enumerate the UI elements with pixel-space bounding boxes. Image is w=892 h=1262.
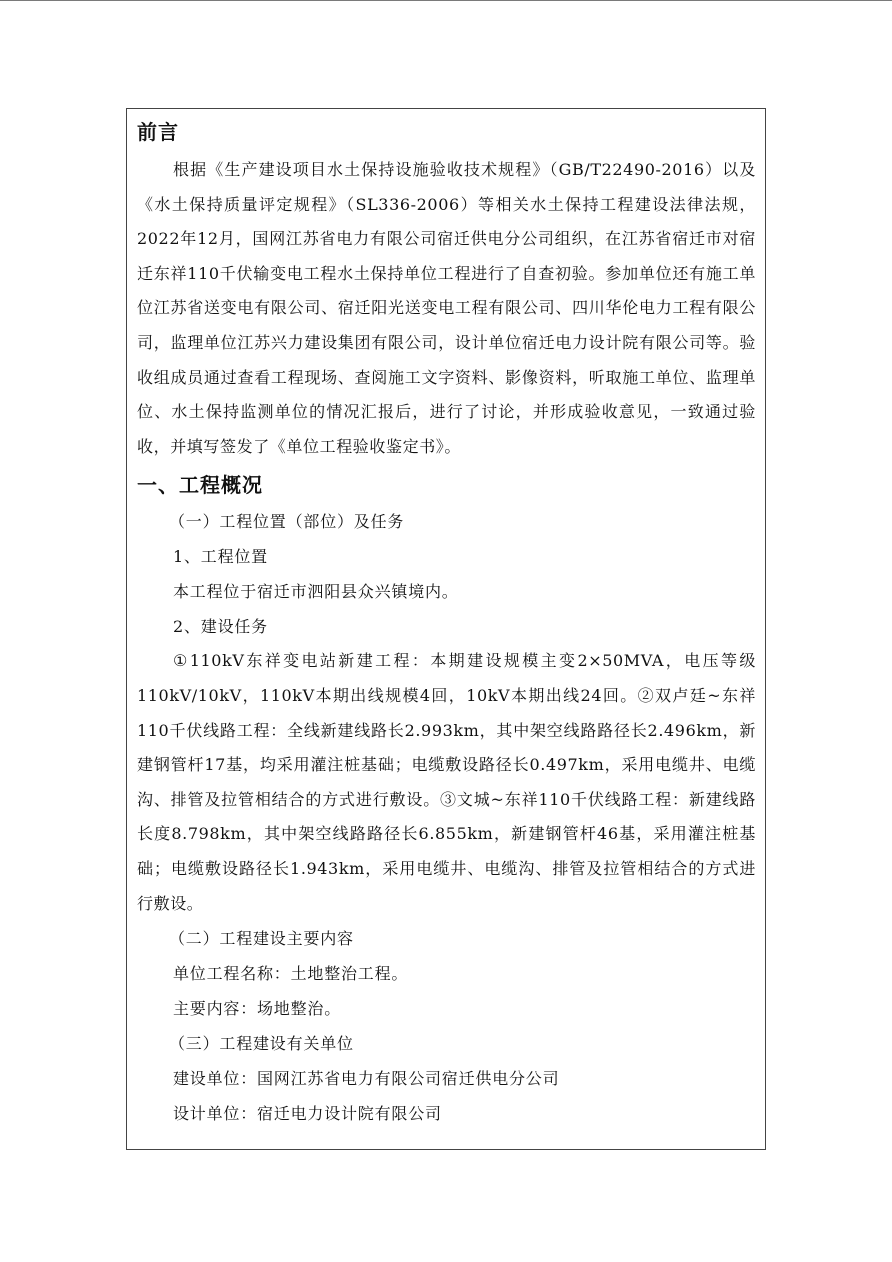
section-1-heading: 一、工程概况 bbox=[137, 473, 263, 498]
item-2-heading: 2、建设任务 bbox=[173, 617, 268, 637]
main-content: 主要内容：场地整治。 bbox=[173, 999, 342, 1019]
design-unit: 设计单位：宿迁电力设计院有限公司 bbox=[173, 1104, 442, 1124]
subsection-1-heading: （一）工程位置（部位）及任务 bbox=[169, 512, 405, 532]
item-1-heading: 1、工程位置 bbox=[173, 547, 268, 567]
item-1-text: 本工程位于宿迁市泗阳县众兴镇境内。 bbox=[173, 582, 459, 602]
construction-unit: 建设单位：国网江苏省电力有限公司宿迁供电分公司 bbox=[173, 1069, 560, 1089]
subsection-2-heading: （二）工程建设主要内容 bbox=[169, 929, 354, 949]
preface-paragraph: 根据《生产建设项目水土保持设施验收技术规程》（GB/T22490-2016）以及《水土保持质量评定规程》（SL336-2006）等相关水土保持工程建设法律法规，2022年12月，国网江苏省电力有限公司宿迁供电分公司组织，在江苏省宿迁市对宿迁东祥110千伏输变电工程水土保持单位工程进行了自查初验。参加单位还有施工单位江苏省送变电有限公司、宿迁阳光送变电工程有限公司、四川华伦电力工程有限公司，监理单位江苏兴力建设集团有限公司，设计单位宿迁电力设计院有限公司等。验收组成员通过查看工程现场、查阅施工文字资料、影像资料，听取施工单位、监理单位、水土保持监测单位的情况汇报后，进行了讨论，并形成验收意见，一致通过验收，并填写签发了《单位工程验收鉴定书》。 bbox=[137, 160, 756, 456]
preface-heading: 前言 bbox=[137, 120, 179, 144]
subsection-3-heading: （三）工程建设有关单位 bbox=[169, 1034, 354, 1054]
document-frame bbox=[126, 108, 766, 1150]
page-top-rule bbox=[0, 0, 892, 1]
unit-project-name: 单位工程名称：土地整治工程。 bbox=[173, 964, 409, 984]
construction-tasks-paragraph: ①110kV东祥变电站新建工程：本期建设规模主变2×50MVA，电压等级110kV/10kV，110kV本期出线规模4回，10kV本期出线24回。②双卢廷~东祥110千伏线路工程：全线新建线路长2.993km，其中架空线路路径长2.496km，新建钢管杆17基，均采用灌注桩基础；电缆敷设路径长0.497km，采用电缆井、电缆沟、排管及拉管相结合的方式进行敷设。③文城~东祥110千伏线路工程：新建线路长度8.798km，其中架空线路路径长6.855km，新建钢管杆46基，采用灌注桩基础；电缆敷设路径长1.943km，采用电缆井、电缆沟、排管及拉管相结合的方式进行敷设。 bbox=[137, 651, 756, 913]
